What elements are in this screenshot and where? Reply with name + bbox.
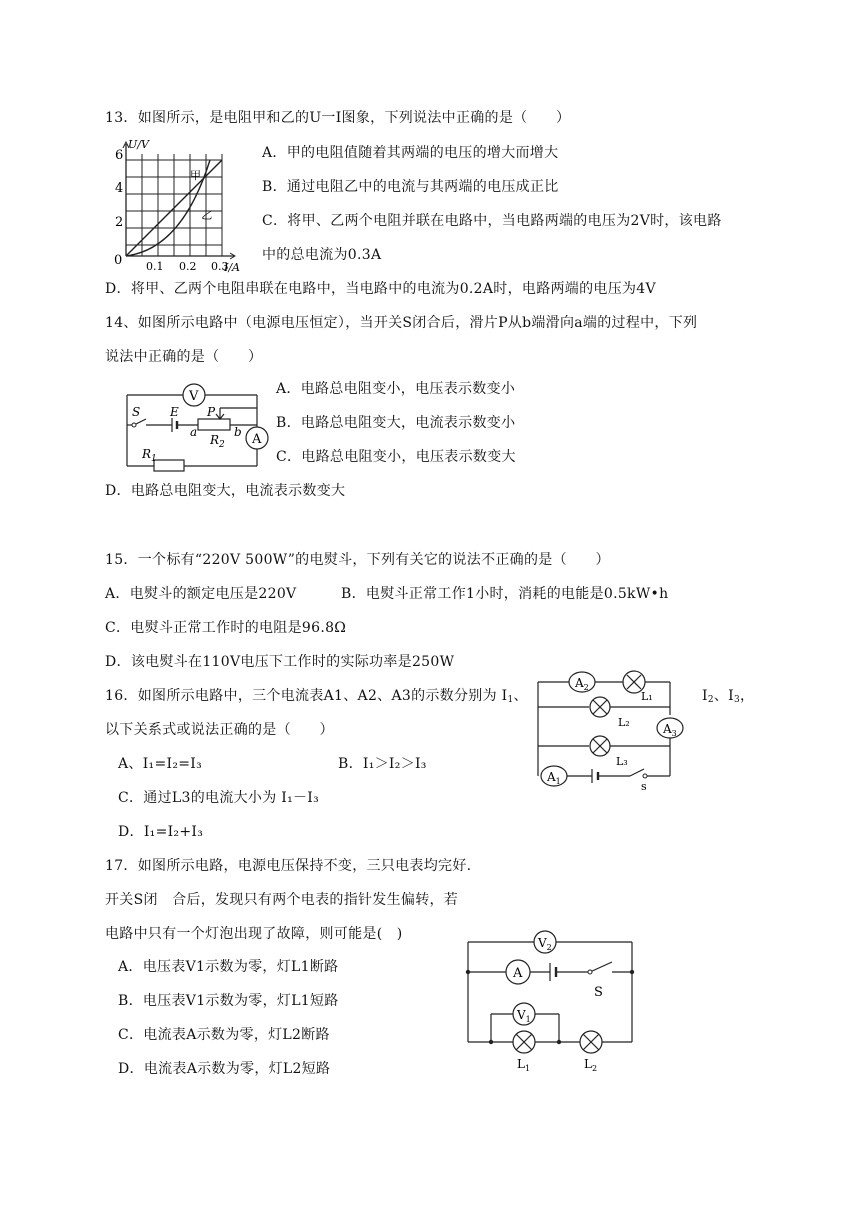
q15-option-b: B．电熨斗正常工作1小时，消耗的电能是0.5kW•h	[341, 586, 669, 602]
q13-stem: 13．如图所示，是电阻甲和乙的U一I图象，下列说法中正确的是（ ）	[105, 110, 571, 126]
q14-stem-line1: 14、如图所示电路中（电源电压恒定），当开关S闭合后，滑片P从b端滑向a端的过程中，下列	[105, 315, 698, 331]
q13-x-tick-01: 0.1	[146, 260, 164, 273]
q14-slider-label: P	[207, 405, 216, 419]
q16-stem-tail-i3: 、I	[713, 688, 735, 704]
q16-circuit-diagram	[532, 670, 692, 793]
q13-x-tick-02: 0.2	[179, 260, 197, 273]
q16-stem-sub1: 1	[507, 695, 514, 705]
q14-r1-sub: 1	[151, 454, 157, 464]
q16-stem-line2: 以下关系式或说法正确的是（ ）	[105, 722, 334, 738]
q16-a3-label: A	[663, 722, 672, 736]
q13-x-tick-03: 0.3	[211, 260, 229, 273]
q13-option-b: B．通过电阻乙中的电流与其两端的电压成正比	[262, 179, 559, 195]
q14-r2-label: R	[210, 433, 220, 447]
q14-option-a: A．电路总电阻变小，电压表示数变小	[276, 381, 516, 397]
q16-stem-tail-end: ，	[740, 688, 755, 704]
q15-stem: 15．一个标有“220V 500W”的电熨斗，下列有关它的说法不正确的是（ ）	[105, 552, 610, 568]
q16-stem-text: 16．如图所示电路中，三个电流表A1、A2、A3的示数分别为 I	[105, 688, 508, 704]
q14-option-d: D．电路总电阻变大，电流表示数变大	[105, 483, 346, 499]
svg-text:R2	[209, 433, 225, 450]
q15-option-c: C．电熨斗正常工作时的电阻是96.8Ω	[105, 620, 347, 636]
q16-stem-tail-sub3: 3	[734, 695, 741, 705]
q16-option-a: A、I₁=I₂=I₃	[118, 756, 202, 772]
q14-end-a-label: a	[190, 425, 198, 439]
q13-curve-yi: 乙	[201, 209, 212, 222]
q14-circuit-diagram	[122, 378, 272, 478]
q17-option-b: B．电压表V1示数为零，灯L1短路	[118, 993, 339, 1009]
q16-switch-label: s	[641, 780, 647, 793]
q17-stem-line2: 开关S闭 合后，发现只有两个电表的指针发生偏转，若	[105, 892, 459, 908]
q16-stem-tail	[702, 686, 754, 710]
q16-stem-sep: 、	[513, 688, 528, 704]
q16-a2-label: A	[575, 676, 584, 690]
q16-l3-label: L₃	[616, 755, 628, 768]
svg-text:L1	[517, 1057, 530, 1073]
q13-origin: 0	[114, 253, 123, 268]
q17-switch-label: S	[594, 985, 603, 1000]
q13-option-d: D．将甲、乙两个电阻串联在电路中，当电路中的电流为0.2A时，电路两端的电压为4V	[105, 281, 656, 297]
svg-text:A3	[662, 722, 677, 738]
q15-option-d: D．该电熨斗在110V电压下工作时的实际功率是250W	[105, 654, 455, 670]
q13-y-tick-6: 6	[115, 148, 124, 163]
q15-option-a: A．电熨斗的额定电压是220V	[105, 586, 297, 602]
q14-r2-sub: 2	[219, 440, 225, 450]
q14-option-b: B．电路总电阻变大，电流表示数变小	[276, 415, 516, 431]
q13-y-tick-2: 2	[115, 215, 124, 230]
svg-text:R1	[141, 447, 157, 464]
svg-text:L2	[584, 1057, 597, 1073]
q17-stem-line3: 电路中只有一个灯泡出现了故障，则可能是( )	[105, 926, 403, 942]
q16-l1-label: L₁	[641, 690, 653, 703]
q17-v2-label: V	[538, 936, 547, 950]
q13-ui-graph	[112, 134, 242, 274]
q16-a2-sub: 2	[583, 683, 589, 692]
q16-stem-tail-sub2: 2	[707, 695, 714, 705]
q16-a1-sub: 1	[555, 777, 561, 786]
svg-text:A1	[546, 770, 561, 786]
q16-stem-tail-i2: I	[702, 688, 708, 704]
q16-option-c: C．通过L3的电流大小为 I₁－I₃	[118, 790, 320, 806]
q17-l2-sub: 2	[591, 1064, 598, 1073]
q16-option-d: D．I₁=I₂+I₃	[118, 824, 204, 840]
q16-a1-label: A	[547, 770, 556, 784]
q17-v1-sub: 1	[525, 1015, 531, 1024]
q14-stem-line2: 说法中正确的是（ ）	[105, 349, 263, 365]
q14-r1-label: R	[142, 447, 152, 461]
q16-stem-line1	[105, 686, 528, 710]
svg-text:A2	[574, 676, 589, 692]
q13-option-c-line2: 中的总电流为0.3A	[262, 247, 382, 263]
q13-option-a: A．甲的电阻值随着其两端的电压的增大而增大	[262, 145, 559, 161]
svg-text:V2	[537, 936, 552, 952]
q16-l2-label: L₂	[618, 716, 630, 729]
q17-option-c: C．电流表A示数为零，灯L2断路	[118, 1027, 330, 1043]
q14-battery-label: E	[170, 405, 179, 419]
q17-v2-sub: 2	[546, 943, 552, 952]
q14-ammeter-label: A	[252, 432, 262, 447]
q13-curve-jia: 甲	[190, 169, 201, 182]
q14-end-b-label: b	[234, 425, 242, 439]
q14-option-c: C．电路总电阻变小，电压表示数变大	[276, 449, 516, 465]
q13-y-tick-4: 4	[115, 181, 124, 196]
q17-circuit-diagram	[462, 930, 642, 1073]
svg-text:V1	[516, 1008, 531, 1024]
q17-option-d: D．电流表A示数为零，灯L2短路	[118, 1061, 331, 1077]
q17-v1-label: V	[517, 1008, 526, 1022]
q16-a3-sub: 3	[671, 729, 677, 738]
q17-stem-line1: 17．如图所示电路，电源电压保持不变，三只电表均完好.	[105, 858, 472, 874]
q14-switch-label: S	[132, 405, 141, 419]
q13-y-label: U/V	[128, 138, 149, 151]
q14-voltmeter-label: V	[189, 389, 199, 404]
q17-l1-sub: 1	[524, 1064, 531, 1073]
q17-ammeter-label: A	[513, 966, 523, 981]
q17-l1-label: L	[517, 1057, 525, 1071]
q13-x-label: I/A	[224, 261, 240, 274]
q16-option-b: B．I₁＞I₂＞I₃	[338, 756, 427, 772]
q17-option-a: A．电压表V1示数为零，灯L1断路	[118, 959, 339, 975]
q17-l2-label: L	[584, 1057, 592, 1071]
q13-option-c-line1: C．将甲、乙两个电阻并联在电路中，当电路两端的电压为2V时，该电路	[262, 213, 722, 229]
